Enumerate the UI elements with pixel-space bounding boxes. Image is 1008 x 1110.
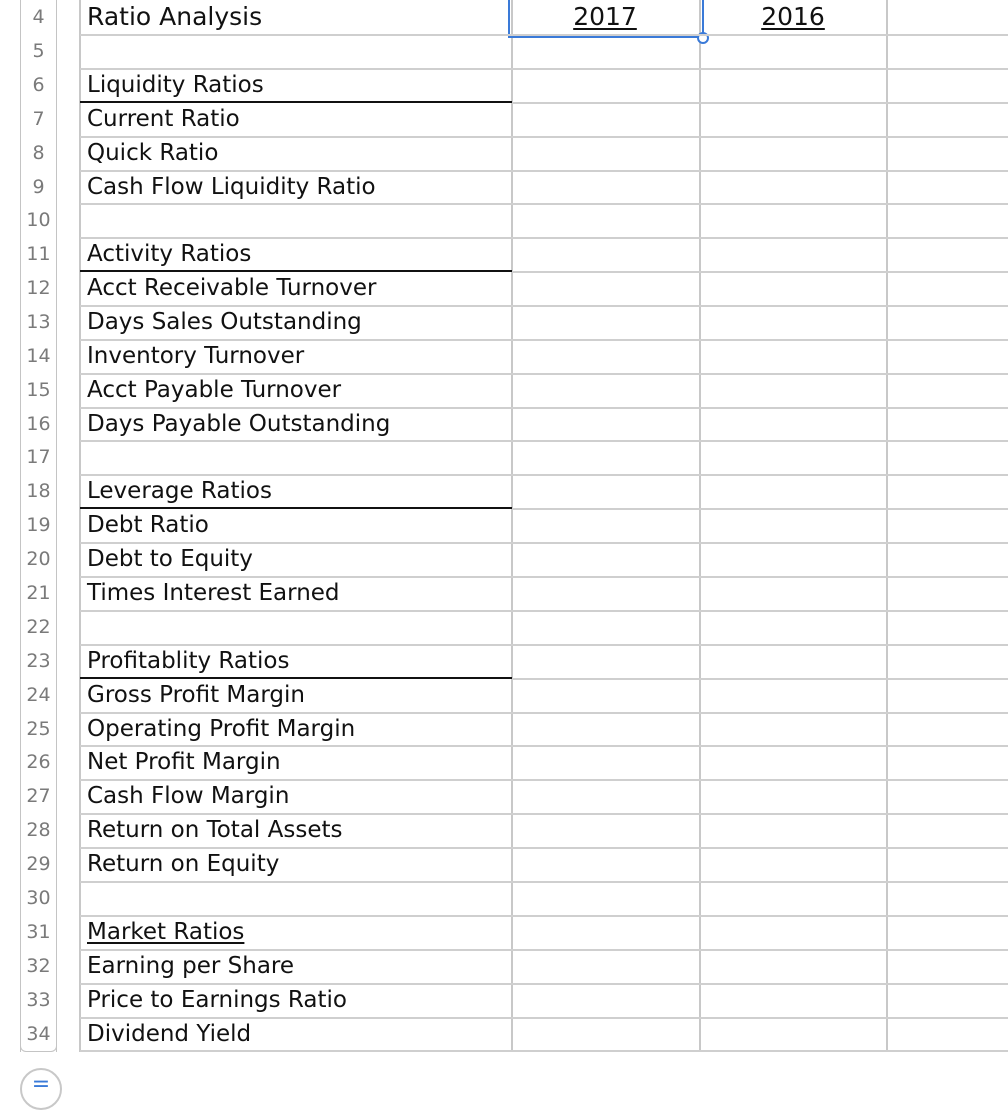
row-number[interactable]: 12 (26, 277, 51, 299)
row-number[interactable]: 31 (26, 921, 51, 943)
row-number[interactable]: 9 (32, 176, 45, 198)
row-number[interactable]: 7 (32, 108, 45, 130)
row-gridline (80, 136, 1008, 138)
section-heading-activity[interactable]: Activity Ratios (87, 241, 252, 267)
row-gridline (512, 102, 1008, 104)
row-label[interactable]: Operating Profit Margin (87, 716, 356, 742)
row-label[interactable]: Return on Equity (87, 851, 280, 877)
row-number[interactable]: 19 (26, 514, 51, 536)
row-gridline (512, 508, 1008, 510)
sheet-title[interactable]: Ratio Analysis (87, 2, 263, 31)
row-number[interactable]: 15 (26, 379, 51, 401)
row-number[interactable]: 4 (32, 6, 45, 28)
row-label[interactable]: Acct Receivable Turnover (87, 275, 377, 301)
section-heading-leverage[interactable]: Leverage Ratios (87, 478, 272, 504)
row-number[interactable]: 23 (26, 650, 51, 672)
row-number[interactable]: 34 (26, 1023, 51, 1045)
row-label[interactable]: Earning per Share (87, 953, 295, 979)
row-gridline (512, 271, 1008, 273)
section-heading-liquidity[interactable]: Liquidity Ratios (87, 72, 264, 98)
row-label[interactable]: Inventory Turnover (87, 343, 305, 369)
row-label[interactable]: Quick Ratio (87, 140, 219, 166)
col-gridline-c (699, 0, 701, 1052)
row-label[interactable]: Price to Earnings Ratio (87, 987, 347, 1013)
row-label[interactable]: Net Profit Margin (87, 749, 281, 775)
row-number[interactable]: 28 (26, 819, 51, 841)
row-label[interactable]: Times Interest Earned (87, 580, 340, 606)
column-header-2016[interactable]: 2016 (761, 2, 825, 31)
col-gridline-a (79, 0, 81, 1052)
col-gridline-d (886, 0, 888, 1052)
row-number[interactable]: 30 (26, 887, 51, 909)
row-number[interactable]: 32 (26, 955, 51, 977)
row-label[interactable]: Cash Flow Margin (87, 783, 290, 809)
row-number[interactable]: 14 (26, 345, 51, 367)
col-gridline-b (511, 0, 513, 1052)
row-number[interactable]: 11 (26, 243, 51, 265)
row-gridline (80, 881, 1008, 883)
row-label[interactable]: Current Ratio (87, 106, 240, 132)
row-number[interactable]: 16 (26, 413, 51, 435)
row-label[interactable]: Return on Total Assets (87, 817, 343, 843)
row-number[interactable]: 10 (26, 209, 51, 231)
row-gridline (512, 678, 1008, 680)
section-heading-profitability[interactable]: Profitablity Ratios (87, 648, 290, 674)
row-number[interactable]: 8 (32, 142, 45, 164)
row-number[interactable]: 21 (26, 582, 51, 604)
row-number[interactable]: 29 (26, 853, 51, 875)
row-number[interactable]: 25 (26, 718, 51, 740)
row-number[interactable]: 20 (26, 548, 51, 570)
row-number[interactable]: 26 (26, 751, 51, 773)
row-label[interactable]: Acct Payable Turnover (87, 377, 342, 403)
row-label[interactable]: Dividend Yield (87, 1021, 252, 1047)
row-label[interactable]: Days Payable Outstanding (87, 411, 391, 437)
row-number[interactable]: 22 (26, 616, 51, 638)
row-gridline (80, 610, 1008, 612)
row-label[interactable]: Cash Flow Liquidity Ratio (87, 174, 376, 200)
cell-selection[interactable] (508, 0, 704, 38)
row-label[interactable]: Days Sales Outstanding (87, 309, 362, 335)
row-number[interactable]: 17 (26, 446, 51, 468)
row-number[interactable]: 27 (26, 785, 51, 807)
row-number[interactable]: 5 (32, 40, 45, 62)
row-number[interactable]: 18 (26, 480, 51, 502)
row-number[interactable]: 13 (26, 311, 51, 333)
add-row-icon: = (31, 1072, 51, 1097)
column-header-2017[interactable]: 2017 (573, 2, 637, 31)
section-heading-market[interactable]: Market Ratios (87, 919, 245, 945)
add-row-button[interactable] (20, 1068, 62, 1110)
row-label[interactable]: Gross Profit Margin (87, 682, 305, 708)
row-number[interactable]: 24 (26, 684, 51, 706)
row-label[interactable]: Debt Ratio (87, 512, 209, 538)
row-number[interactable]: 33 (26, 989, 51, 1011)
row-gridline (80, 34, 1008, 36)
row-label[interactable]: Debt to Equity (87, 546, 253, 572)
row-number[interactable]: 6 (32, 74, 45, 96)
